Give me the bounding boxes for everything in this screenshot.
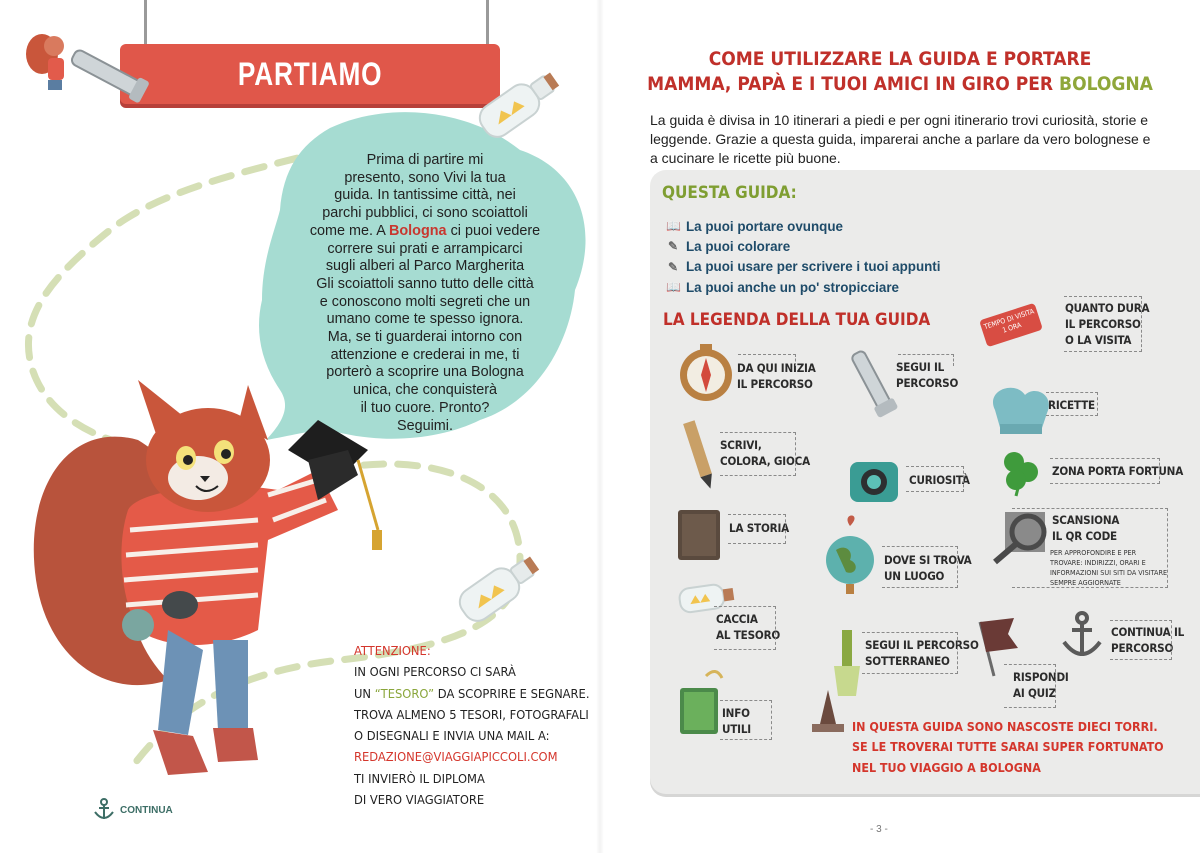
squirrel-telescope-illustration (18, 24, 150, 116)
history-book-icon (678, 510, 720, 560)
how-to-use-title (640, 47, 1160, 97)
email-link[interactable]: REDAZIONE@VIAGGIAPICCOLI.COM (354, 750, 558, 766)
bubble-line: Ma, se ti guarderai intorno con (327, 329, 523, 346)
legend-text: COLORA, GIOCA (720, 454, 810, 468)
dashed-bracket (720, 700, 772, 740)
treasure-bottle-icon (460, 68, 570, 148)
squirrel-vivi-illustration (18, 380, 388, 800)
dashed-bracket (906, 466, 964, 492)
page-title-banner (120, 44, 500, 104)
tower-icon (812, 690, 844, 732)
dashed-bracket (1050, 458, 1160, 484)
dashed-bracket (1046, 392, 1098, 416)
legend-text: UN LUOGO (884, 569, 945, 583)
speech-bubble-text (300, 152, 550, 435)
list-item (666, 257, 940, 277)
guide-features-title: QUESTA GUIDA: (662, 183, 797, 203)
dashed-bracket (738, 354, 796, 366)
towers-note (852, 717, 1172, 778)
legend-text: INFO (722, 706, 750, 720)
title-line: COME UTILIZZARE LA GUIDA E PORTARE (708, 48, 1092, 70)
attention-heading: ATTENZIONE: (354, 644, 431, 659)
bubble-line: il tuo cuore. Pronto? (360, 399, 490, 416)
legend-text: IL PERCORSO (737, 377, 813, 391)
bubble-line: porterò a scoprire una Bologna (326, 364, 524, 381)
legend-curiosity-label: CURIOSITÀ (909, 473, 970, 487)
legend-history-label: LA STORIA (729, 521, 790, 535)
bubble-line: sugli alberi al Parco Margherita (325, 258, 525, 275)
bubble-text-fragment: ci puoi vedere (450, 222, 541, 239)
legend-text: DA QUI INIZIA (737, 361, 816, 375)
dashed-bracket (1012, 508, 1168, 588)
attention-fragment: DA SCOPRIRE E SEGNARE. (437, 686, 590, 702)
bubble-line: correre sui prati e arrampicarci (327, 240, 523, 257)
dashed-bracket (1064, 296, 1142, 352)
dashed-bracket (1004, 664, 1056, 708)
legend-recipes-label: RICETTE (1048, 398, 1095, 412)
attention-line: DI VERO VIAGGIATORE (354, 793, 485, 809)
bubble-line: parchi pubblici, ci sono scoiattoli (322, 205, 528, 222)
attention-line: TROVA ALMENO 5 TESORI, FOTOGRAFALI (354, 707, 589, 723)
legend-text: AL TESORO (716, 628, 781, 642)
legend-text: UTILI (722, 722, 751, 736)
legend-text: PERCORSO (896, 376, 959, 390)
visit-time-tag: TEMPO DI VISITA 1 ORA (979, 303, 1043, 348)
towers-note-line: NEL TUO VIAGGIO A BOLOGNA (852, 759, 1041, 775)
book-icon: 📖 (666, 280, 681, 295)
intro-paragraph: La guida è divisa in 10 itinerari a piedi e per ogni itinerario trovi curiosità, storie e leggende. Grazie a questa guida, imparerai anche a parlare da vero bolognese e a cucinare le ricette più buone. (650, 112, 1151, 166)
title-line (640, 72, 1160, 97)
list-item (666, 236, 940, 256)
anchor-icon (92, 798, 116, 822)
dashed-bracket (882, 546, 958, 588)
attention-line: TI INVIERÒ IL DIPLOMA (354, 771, 485, 787)
list-item-label: La puoi anche un po' stropicciare (686, 279, 900, 295)
list-item (666, 277, 940, 297)
pencil-icon: ✎ (667, 239, 679, 254)
compass-icon (680, 344, 732, 401)
legend-text: PERCORSO (1111, 641, 1174, 655)
clover-icon (1004, 452, 1038, 496)
bubble-line: Prima di partire mi (366, 152, 484, 168)
attention-line: IN OGNI PERCORSO CI SARÀ (354, 665, 516, 681)
bubble-line (300, 223, 550, 241)
attention-line: O DISEGNALI E INVIA UNA MAIL A: (354, 729, 550, 745)
torch-icon (834, 630, 860, 696)
legend-text: CONTINUA IL (1111, 625, 1185, 639)
treasure-bottle-icon-2 (440, 552, 550, 632)
attention-line (354, 684, 594, 705)
list-item-label: La puoi colorare (686, 238, 791, 254)
legend-text: SCANSIONA (1052, 513, 1120, 527)
page-gutter (596, 0, 604, 853)
towers-note-line: IN QUESTA GUIDA SONO NASCOSTE DIECI TORRI. (852, 719, 1158, 734)
bubble-line: Seguimi. (397, 417, 453, 434)
dashed-bracket (728, 514, 786, 544)
telescope-icon (847, 348, 898, 418)
treasure-highlight: “TESORO” (374, 686, 435, 702)
title-fragment: MAMMA, PAPÀ E I TUOI AMICI IN GIRO PER (647, 73, 1054, 95)
legend-text: SCRIVI, (720, 438, 762, 452)
dashed-bracket (720, 432, 796, 476)
info-book-icon (680, 671, 722, 734)
dashed-bracket (1110, 620, 1172, 660)
bubble-line: umano come te spesso ignora. (326, 311, 524, 328)
page-title: PARTIAMO (237, 55, 383, 92)
towers-note-line: SE LE TROVERAI TUTTE SARAI SUPER FORTUNATO (852, 739, 1164, 755)
legend-text: SEGUI IL PERCORSO (865, 638, 979, 652)
legend-luck-label: ZONA PORTA FORTUNA (1052, 464, 1184, 478)
attention-fragment: UN (354, 686, 372, 702)
bubble-line: presento, sono Vivi la tua (344, 169, 506, 186)
bubble-line: guida. In tantissime città, nei (334, 187, 516, 204)
legend-text: SOTTERRANEO (865, 654, 950, 668)
legend-qr-note: PER APPROFONDIRE E PER TROVARE: INDIRIZZI, ORARI E INFORMAZIONI SUI SITI DA VISITARE SEMPRE AGGIORNATE (1050, 548, 1168, 587)
page-number: - 3 - (870, 824, 888, 835)
legend-text: O LA VISITA (1065, 333, 1132, 347)
attention-box (354, 641, 594, 811)
list-item-label: La puoi usare per scrivere i tuoi appunti (686, 259, 941, 275)
list-item-label: La puoi portare ovunque (686, 218, 843, 234)
pencil-icon: ✎ (667, 259, 679, 274)
camera-icon (850, 462, 898, 502)
dashed-bracket (898, 354, 954, 366)
banner-rope-right (486, 0, 489, 48)
globe-icon (826, 516, 874, 595)
book-icon: 📖 (666, 219, 681, 234)
legend-text: DOVE SI TROVA (884, 553, 972, 567)
city-name-highlight: Bologna (389, 222, 447, 239)
legend-title: LA LEGENDA DELLA TUA GUIDA (663, 310, 931, 330)
legend-text: CACCIA (716, 612, 758, 626)
guide-features-list (666, 216, 940, 297)
dashed-bracket (862, 632, 958, 674)
bubble-line: Gli scoiattoli sanno tutto delle città (316, 275, 534, 292)
continue-label: CONTINUA (120, 804, 173, 816)
legend-text: SEGUI IL (896, 360, 945, 374)
continue-link[interactable] (92, 798, 173, 822)
dashed-bracket (714, 606, 776, 650)
pencil-icon (683, 420, 716, 490)
chef-hat-icon (993, 388, 1049, 434)
bubble-line: attenzione e crederai in me, ti (330, 346, 520, 363)
legend-text: IL PERCORSO (1065, 317, 1141, 331)
legend-text: RISPONDI (1013, 670, 1069, 684)
legend-text: QUANTO DURA (1065, 301, 1150, 315)
anchor-icon (1064, 613, 1100, 656)
list-item (666, 216, 940, 236)
legend-text: AI QUIZ (1013, 686, 1056, 700)
title-city-highlight: BOLOGNA (1059, 73, 1153, 95)
bubble-text-fragment: come me. A (309, 222, 385, 239)
bubble-line: unica, che conquisterà (353, 382, 497, 399)
legend-text: IL QR CODE (1052, 529, 1117, 543)
bubble-line: e conoscono molti segreti che un (319, 293, 531, 310)
